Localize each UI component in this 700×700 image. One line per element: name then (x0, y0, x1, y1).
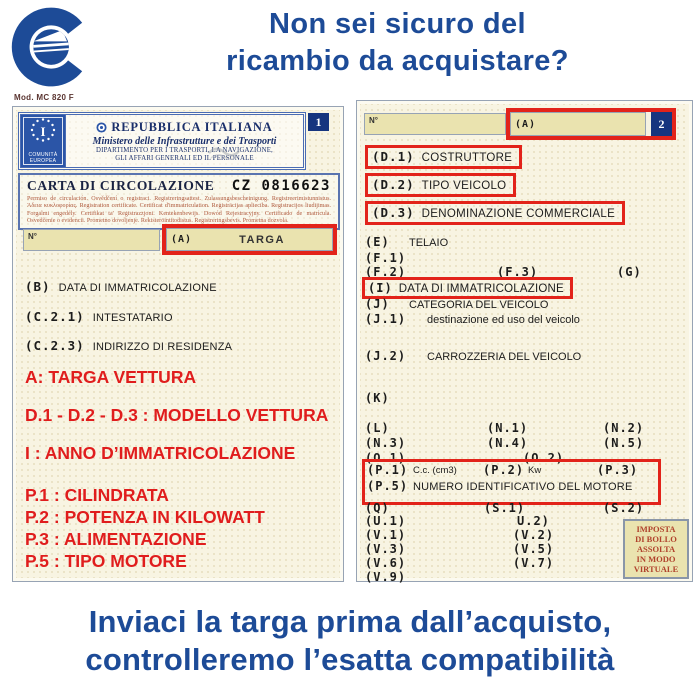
row-e-code: (E) (365, 235, 390, 249)
row-j-code: (J) (365, 297, 390, 311)
field-a-value: TARGA (239, 233, 285, 246)
row-d3-code: (D.3) (372, 205, 415, 220)
row-v6-code: (V.6) (365, 556, 407, 570)
doc-header-titles (66, 115, 303, 167)
imposta-line5: VIRTUALE (633, 564, 679, 574)
row-l-n1-n2 (365, 421, 687, 436)
italy-emblem-icon (96, 122, 107, 133)
row-d1-code: (D.1) (372, 149, 415, 164)
row-b (25, 279, 217, 294)
row-v5-code: (V.5) (513, 542, 555, 556)
row-c21-label: INTESTATARIO (92, 312, 173, 324)
row-s2-code: (S.2) (603, 501, 645, 515)
annotation-modello: D.1 - D.2 - D.3 : MODELLO VETTURA (25, 405, 329, 425)
page-number-badge: 1 (308, 113, 329, 131)
row-u1-code: (U.1) (365, 514, 407, 528)
row-d2-label: TIPO VEICOLO (421, 180, 507, 192)
carta-title-box (18, 173, 340, 230)
row-j2-code: (J.2) (365, 349, 407, 363)
row-k (365, 391, 687, 406)
row-d2-highlight (365, 173, 516, 197)
doc-model-label: Mod. MC 820 F (14, 93, 74, 102)
annotation-anno: I : ANNO D’IMMATRICOLAZIONE (25, 443, 296, 463)
row-c23-label: INDIRIZZO DI RESIDENZA (92, 341, 233, 353)
row-p2-unit: Kw (528, 465, 542, 476)
row-o2-code: (O.2) (523, 451, 565, 465)
store-logo (8, 0, 98, 94)
targa-field (166, 228, 333, 251)
row-i-highlight (362, 277, 573, 299)
department-line2: GLI AFFARI GENERALI ED IL PERSONALE (115, 155, 254, 162)
registration-card-page1 (12, 106, 344, 582)
row-f2-code: (F.2) (365, 265, 407, 279)
field-a-right (510, 112, 646, 136)
page-number-badge-2: 2 (651, 112, 672, 136)
registration-card-page2 (356, 100, 693, 582)
row-o1-code: (O.1) (365, 451, 407, 465)
country-title-row (96, 120, 272, 135)
row-n1-code: (N.1) (487, 421, 529, 435)
row-p3-code: (P.3) (597, 463, 639, 477)
department-line1: DIPARTIMENTO PER I TRASPORTI, LA NAVIGAZIONE, (96, 147, 273, 155)
annotation-targa: A: TARGA VETTURA (25, 367, 197, 387)
stamp-squiggle-icon (207, 141, 241, 163)
page-title-line1: Non sei sicuro del (269, 8, 526, 40)
row-l-code: (L) (365, 421, 390, 435)
hologram-stamp (207, 141, 241, 168)
row-c21 (25, 309, 173, 324)
country-title: REPUBBLICA ITALIANA (111, 120, 273, 135)
row-c21-code: (C.2.1) (25, 309, 85, 324)
row-f1 (365, 251, 687, 266)
row-b-label: DATA DI IMMATRICOLAZIONE (58, 282, 217, 294)
row-p1-code: (P.1) (367, 463, 409, 477)
row-v2-code: (V.2) (513, 528, 555, 542)
row-q-code: (Q) (365, 501, 390, 515)
row-n4-code: (N.4) (487, 436, 529, 450)
imposta-line4: IN MODO (636, 554, 676, 564)
eu-emblem-caption: COMUNITÀ EUROPEA (28, 152, 58, 164)
multilingual-text: Permiso de circulación. Osvědčení o registraci. Registreringsattest. Zulassungsbescheinigung. Registreerimistunnistus. Άδεια κυκλοφορίας. Registration certificate. Certificat d'immatriculation. Reģistrācijas apliecība. Registracijos liudijimas. Forgalmi engedély. Ċertifikat ta' Reġistrazzjoni. Kentekenbewijs. Dowód Rejestracyjny. Certificado de matrícula. Osvedčenie o evidencii. Prometno dovoljenje. Rekisteröintitodistus. Registreringsbevis. Prometna dozvola. (27, 196, 331, 224)
row-j1 (365, 312, 687, 327)
row-f1-code: (F.1) (365, 251, 407, 265)
footer-line2: controlleremo l’esatta compatibilità (85, 642, 615, 677)
row-d1-label: COSTRUTTORE (421, 152, 513, 164)
ministry-title: Ministero delle Infrastrutture e dei Trasporti (92, 136, 277, 148)
doc-header (18, 112, 306, 170)
row-b-code: (B) (25, 279, 51, 294)
row-v9-code: (V.9) (365, 570, 407, 584)
row-c23-code: (C.2.3) (25, 338, 85, 353)
doc-serial-number: CZ 0816623 (231, 178, 331, 194)
row-d3-label: DENOMINAZIONE COMMERCIALE (421, 208, 616, 220)
row-e-label: TELAIO (409, 237, 449, 249)
doc-title: CARTA DI CIRCOLAZIONE (27, 178, 215, 193)
row-s1-code: (S.1) (484, 501, 526, 515)
row-d2-code: (D.2) (372, 177, 415, 192)
imposta-line2: DI BOLLO (635, 534, 677, 544)
annotation-alimentazione: P.3 : ALIMENTAZIONE (25, 529, 207, 549)
row-j1-label: destinazione ed uso del veicolo (427, 314, 580, 326)
targa-field-highlight (162, 224, 337, 255)
imposta-line1: IMPOSTA (636, 524, 676, 534)
page-title-line2: ricambio da acquistare? (226, 45, 569, 77)
row-j2-label: CARROZZERIA DEL VEICOLO (427, 351, 582, 363)
row-p1-unit: C.c. (cm3) (413, 465, 457, 476)
page-title (100, 6, 695, 80)
row-n3-code: (N.3) (365, 436, 407, 450)
row-n5-code: (N.5) (603, 436, 645, 450)
row-p5-label: NUMERO IDENTIFICATIVO DEL MOTORE (413, 481, 633, 493)
footer-message (0, 603, 700, 679)
row-j2 (365, 349, 687, 364)
row-n2-code: (N.2) (603, 421, 645, 435)
eu-emblem (21, 115, 66, 167)
field-n-right: N° (364, 113, 506, 135)
row-e (365, 235, 687, 250)
row-v7-code: (V.7) (513, 556, 555, 570)
row-d1-highlight (365, 145, 522, 169)
imposta-line3: ASSOLTA (636, 544, 676, 554)
row-f3-code: (F.3) (497, 265, 539, 279)
row-u2-code: U.2) (517, 514, 550, 528)
row-j-label: CATEGORIA DEL VEICOLO (409, 299, 549, 311)
field-a-highlight-right (506, 108, 676, 140)
c-logo-icon (8, 0, 98, 94)
imposta-bollo-box (623, 519, 689, 579)
eu-country-letter: I (40, 124, 46, 139)
row-p5-code: (P.5) (367, 479, 409, 493)
row-g-code: (G) (617, 265, 642, 279)
row-v3-code: (V.3) (365, 542, 407, 556)
field-n-left: N° (23, 229, 160, 251)
annotation-cilindrata: P.1 : CILINDRATA (25, 485, 169, 505)
row-i-code: (I) (368, 281, 393, 295)
row-k-code: (K) (365, 391, 390, 405)
row-i-label: DATA DI IMMATRICOLAZIONE (398, 283, 564, 295)
annotation-potenza: P.2 : POTENZA IN KILOWATT (25, 507, 265, 527)
row-j1-code: (J.1) (365, 312, 407, 326)
row-n3-n4-n5 (365, 436, 687, 451)
row-d3-highlight (365, 201, 625, 225)
row-j (365, 297, 687, 312)
annotation-tipo-motore: P.5 : TIPO MOTORE (25, 551, 187, 571)
row-c23 (25, 338, 232, 353)
footer-line1: Inviaci la targa prima dall’acquisto, (88, 604, 612, 639)
row-p-highlight (362, 459, 661, 505)
field-a-code: (A) (171, 234, 193, 245)
row-p2-code: (P.2) (483, 463, 525, 477)
field-a-code-right: (A) (515, 118, 537, 130)
row-v1-code: (V.1) (365, 528, 407, 542)
